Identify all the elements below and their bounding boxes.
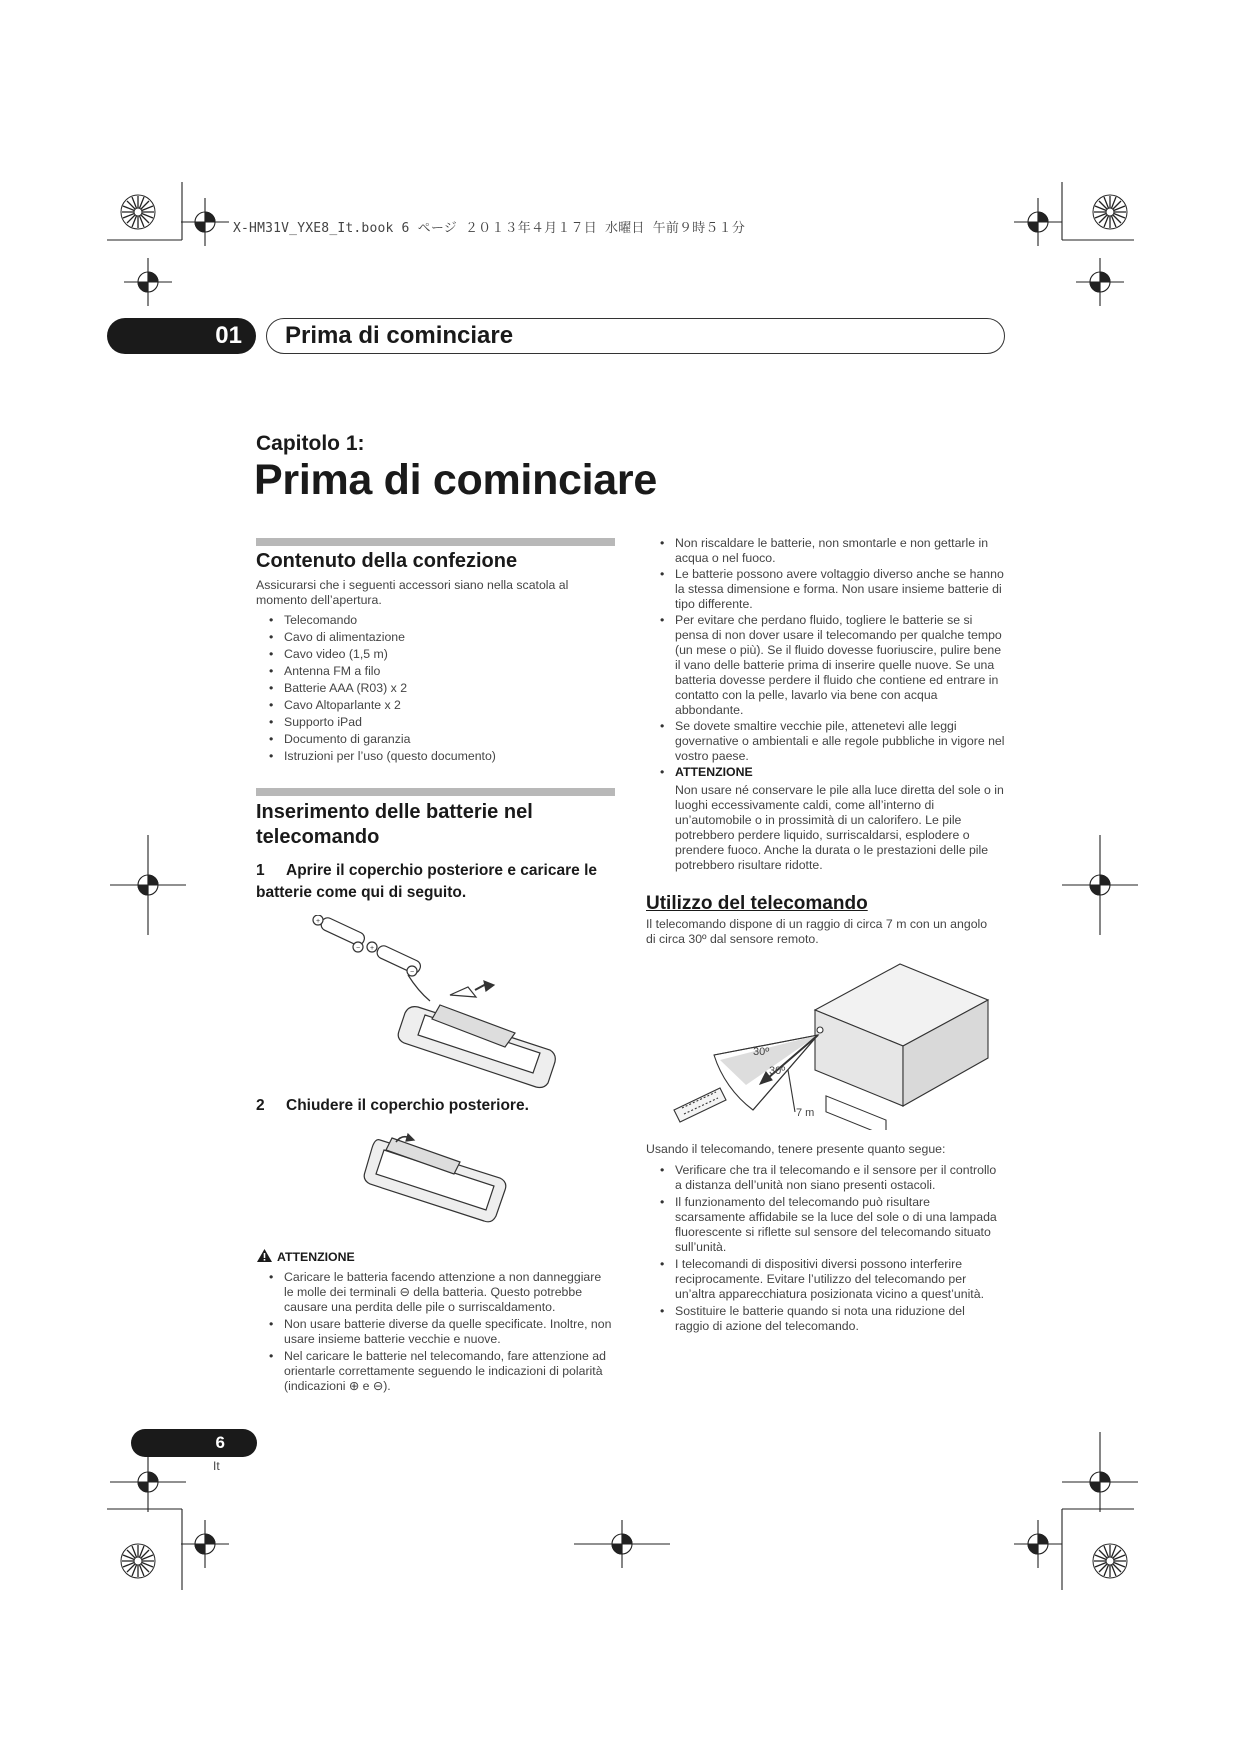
list-item: • Documento di garanzia (267, 732, 607, 747)
list-item: • I telecomandi di dispositivi diversi possono interferire reciprocamente. Evitare l’utilizzo del telecomando per un’altra apparecchiatura posizionata vicino a quest’unità. (658, 1257, 998, 1302)
page-title: Prima di cominciare (254, 456, 657, 504)
remote-note-intro: Usando il telecomando, tenere presente quanto segue: (646, 1142, 946, 1156)
battery-insertion-illustration (300, 915, 570, 1090)
print-header: X-HM31V_YXE8_It.book 6 ページ ２０１３年４月１７日 水曜日 午前９時５１分 (233, 221, 746, 236)
step-1 (256, 860, 616, 904)
remote-intro: Il telecomando dispone di un raggio di circa 7 m con un angolo di circa 30º dal sensore remoto. (646, 917, 988, 946)
contents-list (267, 613, 607, 764)
angle-label: 30º (769, 1065, 786, 1077)
caution-title: ATTENZIONE (277, 1250, 355, 1264)
caution-list (267, 1270, 612, 1394)
step-number: 2 (256, 1097, 265, 1114)
list-item: • Il funzionamento del telecomando può risultare scarsamente affidabile se la luce del sole o di una lampada fluorescente si riflette sul sensore del telecomando situato sull’unità. (658, 1195, 998, 1255)
step-number: 1 (256, 862, 265, 879)
list-item: • Le batterie possono avere voltaggio diverso anche se hanno la stessa dimensione e forma. Non usare insieme batterie di tipo differente. (658, 567, 1006, 612)
list-item: • Non usare batterie diverse da quelle specificate. Inoltre, non usare insieme batterie vecchie e nuove. (267, 1317, 612, 1347)
battery-notes-list (658, 536, 1006, 780)
list-item: • Caricare le batteria facendo attenzione a non danneggiare le molle dei terminali ⊖ della batteria. Questo potrebbe causare una perdita delle pile o surriscaldamento. (267, 1270, 612, 1315)
list-item: • Antenna FM a filo (267, 664, 607, 679)
remote-closed-illustration (362, 1128, 512, 1228)
section-rule (256, 788, 615, 796)
list-item: • Nel caricare le batterie nel telecomando, fare attenzione ad orientarle correttamente seguendo le indicazioni di polarità (indicazioni ⊕ e ⊖). (267, 1349, 612, 1394)
caution-block (256, 1248, 616, 1396)
contents-intro: Assicurarsi che i seguenti accessori siano nella scatola al momento dell’apertura. (256, 578, 569, 607)
remote-heading: Utilizzo del telecomando (646, 893, 868, 914)
distance-label: 7 m (796, 1107, 815, 1119)
list-item: • Cavo video (1,5 m) (267, 647, 607, 662)
chapter-label: Capitolo 1: (256, 432, 365, 455)
step-2 (256, 1095, 616, 1117)
list-item: • Cavo di alimentazione (267, 630, 607, 645)
contents-heading: Contenuto della confezione (256, 550, 518, 572)
list-item: • Telecomando (267, 613, 607, 628)
list-item: • Istruzioni per l’uso (questo documento) (267, 749, 607, 764)
plus-symbol: + (315, 918, 321, 925)
minus-symbol: − (355, 945, 361, 952)
caution-header (256, 1248, 616, 1264)
batteries-heading: Inserimento delle batterie nel telecomando (256, 801, 533, 848)
list-item: • Non riscaldare le batterie, non smontarle e non gettarle in acqua o nel fuoco. (658, 536, 1006, 566)
warning-title: ATTENZIONE (675, 765, 753, 779)
page-language: It (213, 1459, 220, 1473)
warning-icon (256, 1248, 273, 1263)
section-rule (256, 538, 615, 546)
remote-notes-list (658, 1163, 998, 1336)
remote-range-diagram (668, 960, 1003, 1130)
list-item: • Supporto iPad (267, 715, 607, 730)
list-item: • Cavo Altoparlante x 2 (267, 698, 607, 713)
list-item: • Sostituire le batterie quando si nota una riduzione del raggio di azione del telecomando. (658, 1304, 998, 1334)
list-item (658, 765, 1006, 780)
chapter-number-tab: 01 (107, 318, 256, 354)
angle-label: 30º (753, 1046, 770, 1058)
warning-text: Non usare né conservare le pile alla luce diretta del sole o in luoghi eccessivamente caldi, come all’interno di un’automobile o in prossimità di un calorifero. Le pile potrebbero perdere liquido, surriscaldarsi, esplodere o prendere fuoco. Anche la durata o le prestazioni delle pile potrebbero risultare ridotte. (675, 783, 1004, 872)
step-text: Aprire il coperchio posteriore e caricare le batterie come qui di seguito. (256, 862, 597, 901)
list-item: • Verificare che tra il telecomando e il sensore per il controllo a distanza dell’unità non siano presenti ostacoli. (658, 1163, 998, 1193)
list-item: • Batterie AAA (R03) x 2 (267, 681, 607, 696)
list-item: • Se dovete smaltire vecchie pile, attenetevi alle leggi governative o ambientali e alle regole pubbliche in vigore nel vostro paese. (658, 719, 1006, 764)
page-number: 6 (131, 1429, 257, 1457)
step-text: Chiudere il coperchio posteriore. (286, 1097, 529, 1114)
plus-symbol: + (369, 945, 375, 952)
list-item: • Per evitare che perdano fluido, togliere le batterie se si pensa di non dover usare il telecomando per qualche tempo (un mese o più). Se il fluido dovesse fuoriuscire, pulire bene il vano delle batterie prima di inserire quelle nuove. Se una batteria dovesse perdere il fluido che contiene ed entrare in contatto con la pelle, lavarlo via bene con acqua abbondante. (658, 613, 1006, 718)
chapter-header-title: Prima di cominciare (266, 318, 1005, 354)
minus-symbol: − (409, 969, 415, 976)
